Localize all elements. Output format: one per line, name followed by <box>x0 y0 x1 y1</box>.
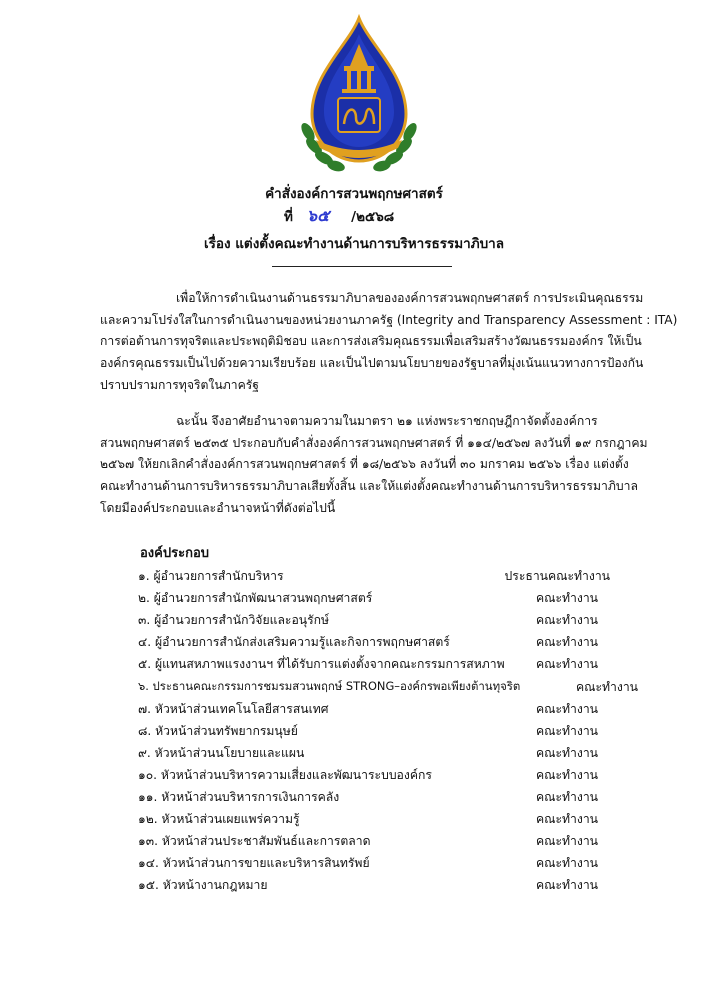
paragraph-line: ฉะนั้น จึงอาศัยอำนาจตามความในมาตรา ๒๑ แห่งพระราชกฤษฎีกาจัดตั้งองค์การ <box>176 414 598 428</box>
member-name: ๔. ผู้อำนวยการสำนักส่งเสริมความรู้และกิจการพฤกษศาสตร์ <box>138 635 450 649</box>
member-role: คณะทำงาน <box>535 746 598 760</box>
member-name: ๖. ประธานคณะกรรมการชมรมสวนพฤกษ์ STRONG–องค์กรพอเพียงต้านทุจริต <box>138 679 521 693</box>
member-role: คณะทำงาน <box>535 834 598 848</box>
paragraph-line: และความโปร่งใสในการดำเนินงานของหน่วยงานภาครัฐ (Integrity and Transparency Assessment : ITA) <box>100 312 678 327</box>
member-name: ๑๔. หัวหน้าส่วนการขายและบริหารสินทรัพย์ <box>138 856 370 870</box>
member-name: ๒. ผู้อำนวยการสำนักพัฒนาสวนพฤกษศาสตร์ <box>138 591 373 605</box>
member-name: ๑๕. หัวหน้างานกฎหมาย <box>138 878 268 892</box>
member-row <box>138 678 638 698</box>
member-name: ๑. ผู้อำนวยการสำนักบริหาร <box>138 569 284 583</box>
member-role: คณะทำงาน <box>535 812 598 826</box>
order-number-prefix: ที่ <box>284 209 293 225</box>
member-name: ๗. หัวหน้าส่วนเทคโนโลยีสารสนเทศ <box>138 702 329 716</box>
member-role: คณะทำงาน <box>535 635 598 649</box>
organization-emblem-icon <box>294 14 424 180</box>
paragraph-line: คณะทำงานด้านการบริหารธรรมาภิบาลเสียทั้งสิ้น และให้แต่งตั้งคณะทำงานด้านการบริหารธรรมาภิบาล <box>100 479 638 494</box>
divider <box>272 266 452 267</box>
member-role: คณะทำงาน <box>535 657 598 671</box>
member-role: คณะทำงาน <box>535 613 598 627</box>
member-row <box>138 810 638 830</box>
member-row <box>138 854 638 874</box>
member-name: ๙. หัวหน้าส่วนนโยบายและแผน <box>138 746 305 760</box>
member-role: คณะทำงาน <box>535 724 598 738</box>
paragraph-line: การต่อต้านการทุจริตและประพฤติมิชอบ และการส่งเสริมคุณธรรมเพื่อเสริมสร้างวัฒนธรรมองค์กร ให้เป็น <box>100 334 642 349</box>
paragraph-line: องค์กรคุณธรรมเป็นไปด้วยความเรียบร้อย และเป็นไปตามนโยบายของรัฐบาลที่มุ่งเน้นแนวทางการป้องกัน <box>100 356 644 371</box>
member-row <box>138 722 638 742</box>
member-name: ๑๑. หัวหน้าส่วนบริหารการเงินการคลัง <box>138 790 340 804</box>
member-name: ๑๓. หัวหน้าส่วนประชาสัมพันธ์และการตลาด <box>138 834 371 848</box>
member-role: คณะทำงาน <box>575 680 638 694</box>
paragraph-line: สวนพฤกษศาสตร์ ๒๕๓๕ ประกอบกับคำสั่งองค์การสวนพฤกษศาสตร์ ที่ ๑๑๔/๒๕๖๗ ลงวันที่ ๑๙ กรกฎาคม <box>100 435 648 450</box>
member-role: ประธานคณะทำงาน <box>504 569 610 583</box>
paragraph-line: ๒๕๖๗ ให้ยกเลิกคำสั่งองค์การสวนพฤกษศาสตร์ ที่ ๑๘/๒๕๖๖ ลงวันที่ ๓๐ มกราคม ๒๕๖๖ เรื่อง แต่งตั้ง <box>100 457 629 472</box>
member-row <box>138 876 638 896</box>
member-row <box>138 744 638 764</box>
order-title: คำสั่งองค์การสวนพฤกษศาสตร์ <box>265 186 443 202</box>
member-row <box>138 832 638 852</box>
member-role: คณะทำงาน <box>535 768 598 782</box>
order-number <box>284 204 394 229</box>
member-name: ๑๒. หัวหน้าส่วนเผยแพร่ความรู้ <box>138 812 300 826</box>
member-name: ๘. หัวหน้าส่วนทรัพยากรมนุษย์ <box>138 724 298 738</box>
paragraph-line: เพื่อให้การดำเนินงานด้านธรรมาภิบาลขององค์การสวนพฤกษศาสตร์ การประเมินคุณธรรม <box>176 291 644 305</box>
order-subject: เรื่อง แต่งตั้งคณะทำงานด้านการบริหารธรรมาภิบาล <box>203 236 505 252</box>
member-role: คณะทำงาน <box>535 878 598 892</box>
paragraph-authority <box>100 411 648 520</box>
paragraph-line: ปราบปรามการทุจริตในภาครัฐ <box>100 377 260 392</box>
member-name: ๓. ผู้อำนวยการสำนักวิจัยและอนุรักษ์ <box>138 613 330 627</box>
member-row <box>138 766 638 786</box>
member-row <box>138 589 638 609</box>
paragraph-line: โดยมีองค์ประกอบและอำนาจหน้าที่ดังต่อไปนี้ <box>100 500 336 515</box>
order-number-handwritten: ๖๕ <box>306 206 330 225</box>
member-row <box>138 655 638 675</box>
member-row <box>138 788 638 808</box>
order-number-suffix: /๒๕๖๘ <box>351 209 395 225</box>
members-heading: องค์ประกอบ <box>140 546 209 561</box>
member-row <box>138 700 638 720</box>
member-role: คณะทำงาน <box>535 790 598 804</box>
member-row <box>138 567 638 587</box>
paragraph-purpose <box>100 288 678 397</box>
member-role: คณะทำงาน <box>535 591 598 605</box>
member-name: ๑๐. หัวหน้าส่วนบริหารความเสี่ยงและพัฒนาระบบองค์กร <box>138 768 432 782</box>
member-row <box>138 611 638 631</box>
member-row <box>138 633 638 653</box>
member-role: คณะทำงาน <box>535 856 598 870</box>
member-name: ๕. ผู้แทนสหภาพแรงงานฯ ที่ได้รับการแต่งตั้งจากคณะกรรมการสหภาพ <box>138 657 505 671</box>
member-role: คณะทำงาน <box>535 702 598 716</box>
